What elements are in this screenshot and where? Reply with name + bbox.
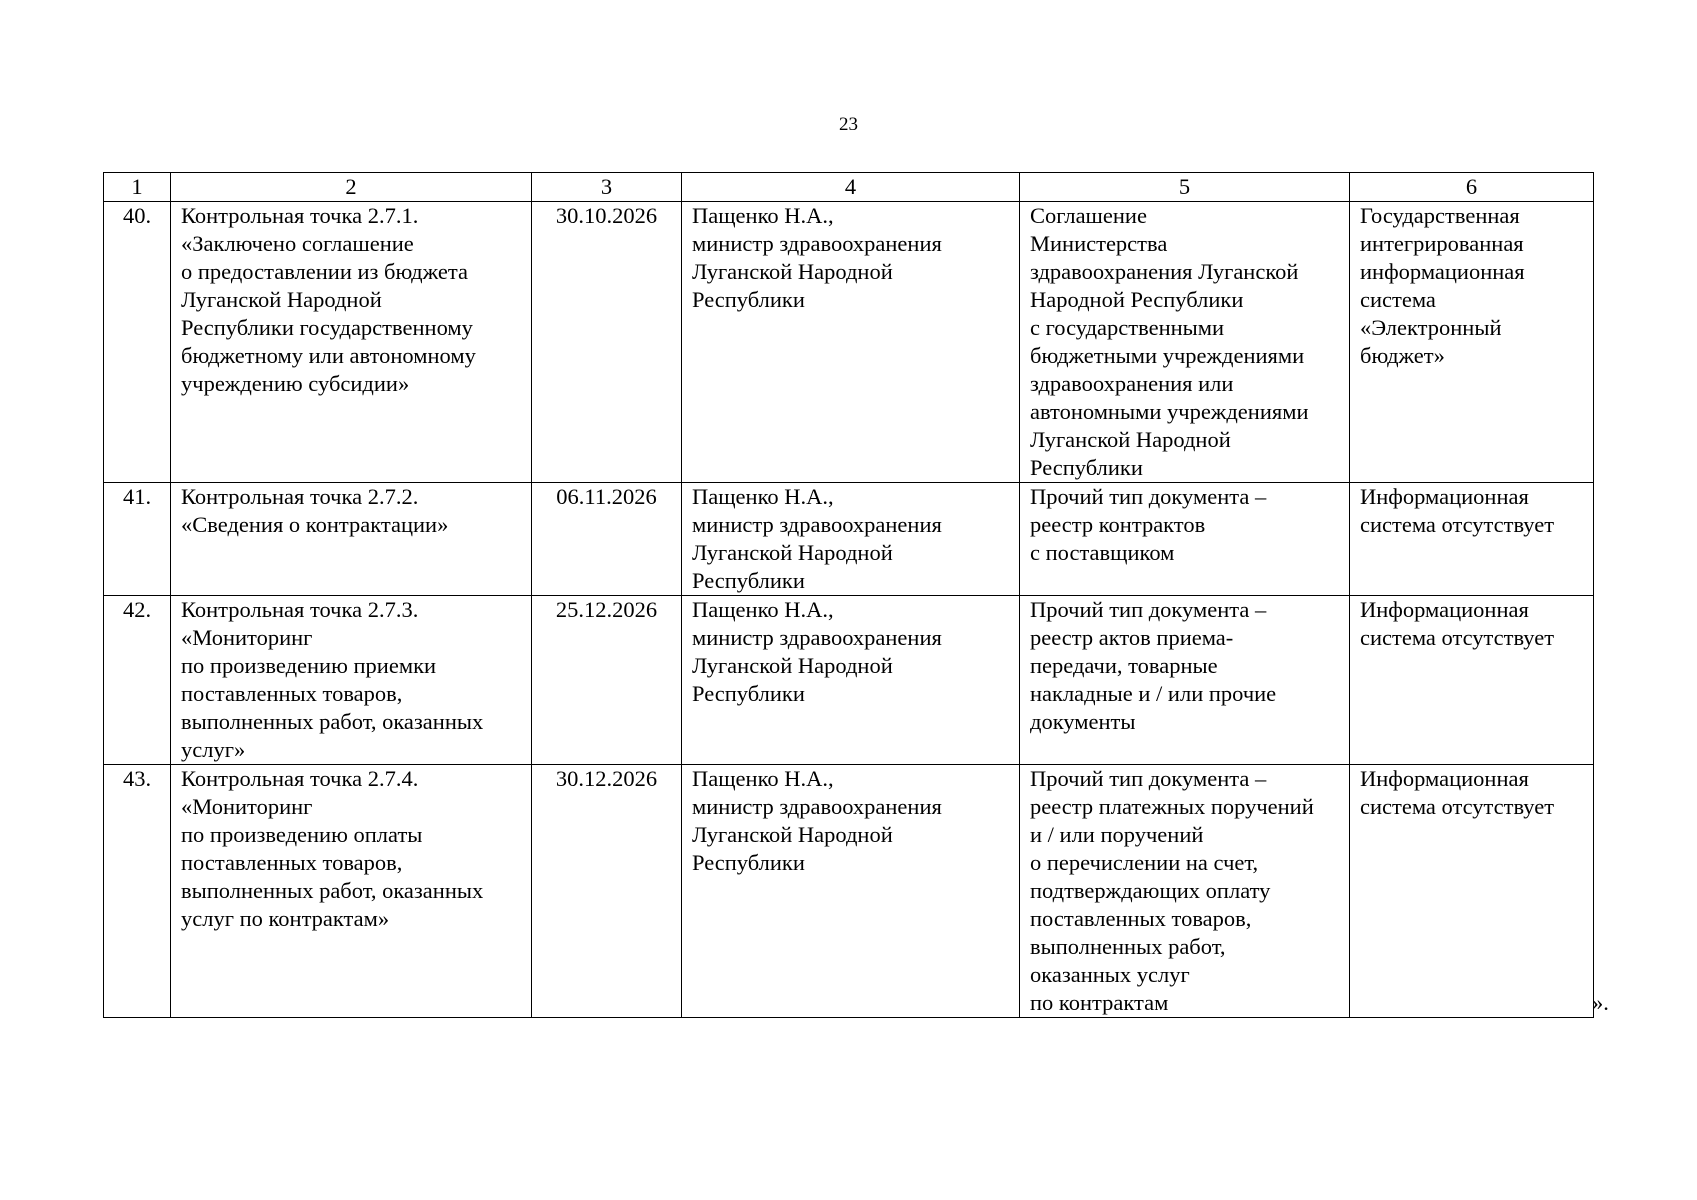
row-number: 43. xyxy=(104,765,171,1018)
responsible-person-text: Пащенко Н.А., министр здравоохранения Луганской Народной Республики xyxy=(692,203,942,312)
information-system-text: Государственная интегрированная информационная система «Электронный бюджет» xyxy=(1360,203,1525,368)
deadline-date: 30.10.2026 xyxy=(532,202,682,483)
control-point-name xyxy=(171,765,532,1018)
column-header-1: 1 xyxy=(104,173,171,202)
information-system xyxy=(1350,596,1594,765)
table-row xyxy=(104,483,1594,596)
responsible-person-text: Пащенко Н.А., министр здравоохранения Луганской Народной Республики xyxy=(692,766,942,875)
result-document xyxy=(1020,596,1350,765)
information-system xyxy=(1350,765,1594,1018)
information-system xyxy=(1350,483,1594,596)
control-point-name-text: Контрольная точка 2.7.4. «Мониторинг по произведению оплаты поставленных товаров, выполненных работ, оказанных услуг по контрактам» xyxy=(181,766,484,931)
result-document-text: Соглашение Министерства здравоохранения Луганской Народной Республики с государственными бюджетными учреждениями здравоохранения или автономными учреждениями Луганской Народной Республики xyxy=(1030,203,1309,480)
control-point-name xyxy=(171,596,532,765)
row-number: 40. xyxy=(104,202,171,483)
control-point-name xyxy=(171,483,532,596)
information-system xyxy=(1350,202,1594,483)
control-point-name-text: Контрольная точка 2.7.2. «Сведения о контрактации» xyxy=(181,484,449,537)
column-header-5: 5 xyxy=(1020,173,1350,202)
deadline-date: 06.11.2026 xyxy=(532,483,682,596)
information-system-text: Информационная система отсутствует xyxy=(1360,597,1555,650)
closing-quote-mark: ». xyxy=(1592,990,1609,1015)
row-number: 42. xyxy=(104,596,171,765)
column-header-4: 4 xyxy=(682,173,1020,202)
responsible-person xyxy=(682,202,1020,483)
result-document-text: Прочий тип документа – реестр контрактов с поставщиком xyxy=(1030,484,1267,565)
result-document xyxy=(1020,765,1350,1018)
responsible-person xyxy=(682,765,1020,1018)
control-point-name xyxy=(171,202,532,483)
result-document-text: Прочий тип документа – реестр актов приема- передачи, товарные накладные и / или прочие документы xyxy=(1030,597,1277,734)
control-point-name-text: Контрольная точка 2.7.3. «Мониторинг по произведению приемки поставленных товаров, выполненных работ, оказанных услуг» xyxy=(181,597,484,762)
table-row xyxy=(104,765,1594,1018)
control-point-name-text: Контрольная точка 2.7.1. «Заключено соглашение о предоставлении из бюджета Луганской Народной Республики государственному бюджетному или автономному учреждению субсидии» xyxy=(181,203,476,396)
deadline-date: 25.12.2026 xyxy=(532,596,682,765)
responsible-person-text: Пащенко Н.А., министр здравоохранения Луганской Народной Республики xyxy=(692,484,942,593)
result-document xyxy=(1020,483,1350,596)
information-system-text: Информационная система отсутствует xyxy=(1360,766,1555,819)
table-row xyxy=(104,202,1594,483)
column-header-6: 6 xyxy=(1350,173,1594,202)
column-header-3: 3 xyxy=(532,173,682,202)
table-row xyxy=(104,596,1594,765)
information-system-text: Информационная система отсутствует xyxy=(1360,484,1555,537)
responsible-person xyxy=(682,483,1020,596)
deadline-date: 30.12.2026 xyxy=(532,765,682,1018)
responsible-person-text: Пащенко Н.А., министр здравоохранения Луганской Народной Республики xyxy=(692,597,942,706)
result-document xyxy=(1020,202,1350,483)
row-number: 41. xyxy=(104,483,171,596)
column-header-2: 2 xyxy=(171,173,532,202)
table-header-row xyxy=(104,173,1594,202)
result-document-text: Прочий тип документа – реестр платежных поручений и / или поручений о перечислении на счет, подтверждающих оплату поставленных товаров, выполненных работ, оказанных услуг по контрактам xyxy=(1030,766,1314,1015)
responsible-person xyxy=(682,596,1020,765)
control-points-table xyxy=(103,172,1594,1018)
page-number: 23 xyxy=(839,114,858,135)
